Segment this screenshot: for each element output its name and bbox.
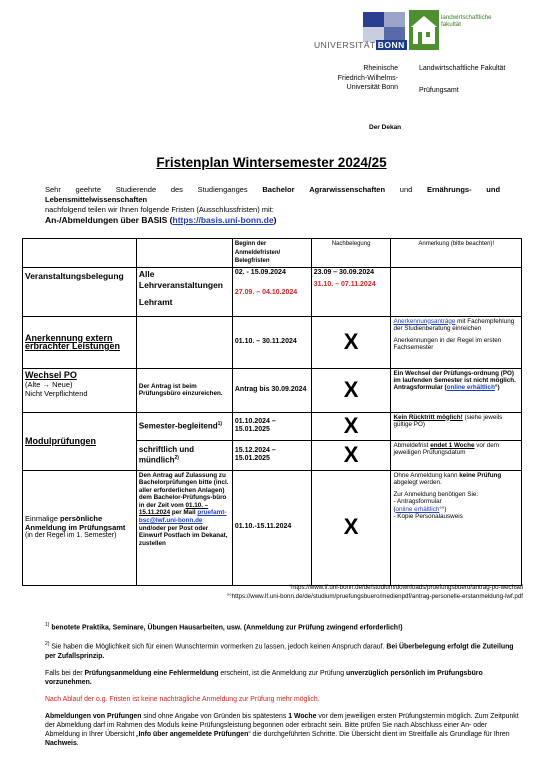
address-university: Rheinische Friedrich-Wilhelms- Universität Bonn xyxy=(337,65,398,91)
anerkennung-link[interactable]: Anerkennungsanträge xyxy=(393,317,456,325)
footnote-link[interactable]: °https://www.lf.uni-bonn.de/de/studium/downloads/pruefungsbuero/antrag-po-wechsel xyxy=(288,584,523,591)
notes-section xyxy=(45,621,520,756)
header-beginn: Beginn der Anmeldefristen/ Belegfristen xyxy=(232,239,311,268)
not-applicable-mark: X xyxy=(311,368,391,412)
table-row: Anerkennung extern erbrachter Leistungen 01.10. – 30.11.2024 X Anerkennungsanträge mit Fachempfehlung der Studienberatung einreichen Anerkennungen in der Regel im ersten Fachsemester xyxy=(23,316,522,368)
table-row: Veranstaltungsbelegung Alle Lehrveranstaltungen Lehramt 02. - 15.09.2024 27.09. – 04.10.2024 23.09 – 30.09.2024 31.10. – 07.11.2024 xyxy=(23,267,522,316)
footnote-link[interactable]: °°https://www.lf.uni-bonn.de/de/studium/pruefungsbuero/medienpdf/antrag-personelle-erstanmeldung-lwf.pdf xyxy=(226,592,523,600)
intro-text: Sehr geehrte Studierende des Studienganges Bachelor Agrarwissenschaften und Ernährungs- und Lebensmittelwissenschaften nachfolgend teilen wir Ihnen folgende Fristen (Ausschlussfristen) mit: An-/Abmeldungen über BASIS (https://basis.uni-bonn.de) xyxy=(45,185,501,225)
deadline-table xyxy=(22,238,522,586)
header-nachbelegung: Nachbelegung xyxy=(311,239,391,268)
address-faculty: Landwirtschaftliche Fakultät Prüfungsamt xyxy=(419,65,506,94)
erstanmeldung-link[interactable]: online erhältlich xyxy=(395,505,440,513)
university-logo-icon xyxy=(363,12,405,42)
faculty-logo-icon xyxy=(409,10,439,50)
table-row: schriftlich und mündlich$^{2)}$ 15.12.2024 – 15.01.2025 X Abmeldefrist endet 1 Woche vor dem jeweiligen Prüfungsdatum xyxy=(23,440,522,470)
university-wordmark: UNIVERSITÄT BONN xyxy=(314,40,405,50)
note-3: Falls bei der Prüfungsanmeldung eine Fehlermeldung erscheint, ist die Anmeldung zur Prüfung unverzüglich persönlich im Prüfungsbüro vorzunehmen. xyxy=(45,669,483,686)
not-applicable-mark: X xyxy=(311,412,391,440)
note-2: $^{2)}$ Sie haben die Möglichkeit sich für einen Wunschtermin vormerken zu lassen, jedoch keinen Anspruch darauf. Bei Überbelegung erfolgt die Zuteilung per Zufallsprinzip. xyxy=(45,641,514,660)
dekan-label: Der Dekan xyxy=(369,124,402,131)
page-title: Fristenplan Wintersemester 2024/25 xyxy=(156,155,387,170)
not-applicable-mark: X xyxy=(311,316,391,368)
table-row: Einmalige persönliche Anmeldung im Prüfungsamt (in der Regel im 1. Semester) Den Antrag auf Zulassung zu Bachelorprüfungen bitte (incl. aller erforderlichen Anlagen) dem Bachelor-Prüfungs-büro in der Zeit vom 01.10. – 15.11.2024 per Mail pruefamt-bsc@lwf.uni-bonn.de und/oder per Post oder Einwurf Postfach im Dekanat, zustellen 01.10.-15.11.2024 X Ohne Anmeldung kann keine Prüfung abgelegt werden. Zur Anmeldung benötigen Sie: - Antragsformular (online erhältlich°°) - Kopie Personalausweis xyxy=(23,470,522,585)
footnote-links xyxy=(150,584,523,601)
table-row: Wechsel PO (Alte → Neue) Nicht Verpflichtend Der Antrag ist beim Prüfungsbüro einzureichen. Antrag bis 30.09.2024 X Ein Wechsel der Prüfungs-ordnung (PO) im laufenden Semester ist nicht möglich. Antragsformular (online erhältlich°) xyxy=(23,368,522,412)
row-label: Modulprüfungen xyxy=(23,412,137,470)
table-header-row xyxy=(23,239,522,268)
pruefamt-email-link[interactable]: pruefamt-bsc@lwf.uni-bonn.de xyxy=(138,509,227,525)
not-applicable-mark: X xyxy=(311,440,391,470)
po-wechsel-link[interactable]: online erhältlich xyxy=(446,384,495,392)
row-label: Veranstaltungsbelegung xyxy=(23,267,137,316)
row-label: Anerkennung extern erbrachter Leistungen xyxy=(23,316,137,368)
header-anmerkung: Anmerkung (bitte beachten)! xyxy=(391,239,522,268)
faculty-wordmark: landwirtschaftliche fakultät xyxy=(441,14,492,28)
row-label: Wechsel PO xyxy=(25,369,77,380)
note-5: Abmeldungen von Prüfungen sind ohne Angabe von Gründen bis spätestens 1 Woche vor dem jeweiligen ersten Prüfungstermin möglich. Zum Zeitpunkt der Abmeldung darf im Rahmen des Moduls keine Prüfungsleistung begonnen oder erbracht sein. Bitte prüfen Sie nach Abschluss einer An- oder Abmeldung in Ihrer Übersicht „Info über angemeldete Prüfungen“ die durchgeführten Schritte. Die Übersicht dient im Streitfalle als Grundlage für Ihren Nachweis. xyxy=(45,712,519,747)
note-4: Nach Ablauf der o.g. Fristen ist keine nachträgliche Anmeldung zur Prüfung mehr möglich. xyxy=(45,695,320,703)
not-applicable-mark: X xyxy=(311,470,391,585)
basis-link[interactable]: https://basis.uni-bonn.de xyxy=(172,215,274,225)
table-row: Modulprüfungen Semester-begleitend$^{1)}$ 01.10.2024 – 15.01.2025 X Kein Rücktritt möglich! (siehe jeweils gültige PO) xyxy=(23,412,522,440)
note-1: $^{1)}$ benotete Praktika, Seminare, Übungen Hausarbeiten, usw. (Anmeldung zur Prüfung zwingend erforderlich!) xyxy=(45,622,403,632)
